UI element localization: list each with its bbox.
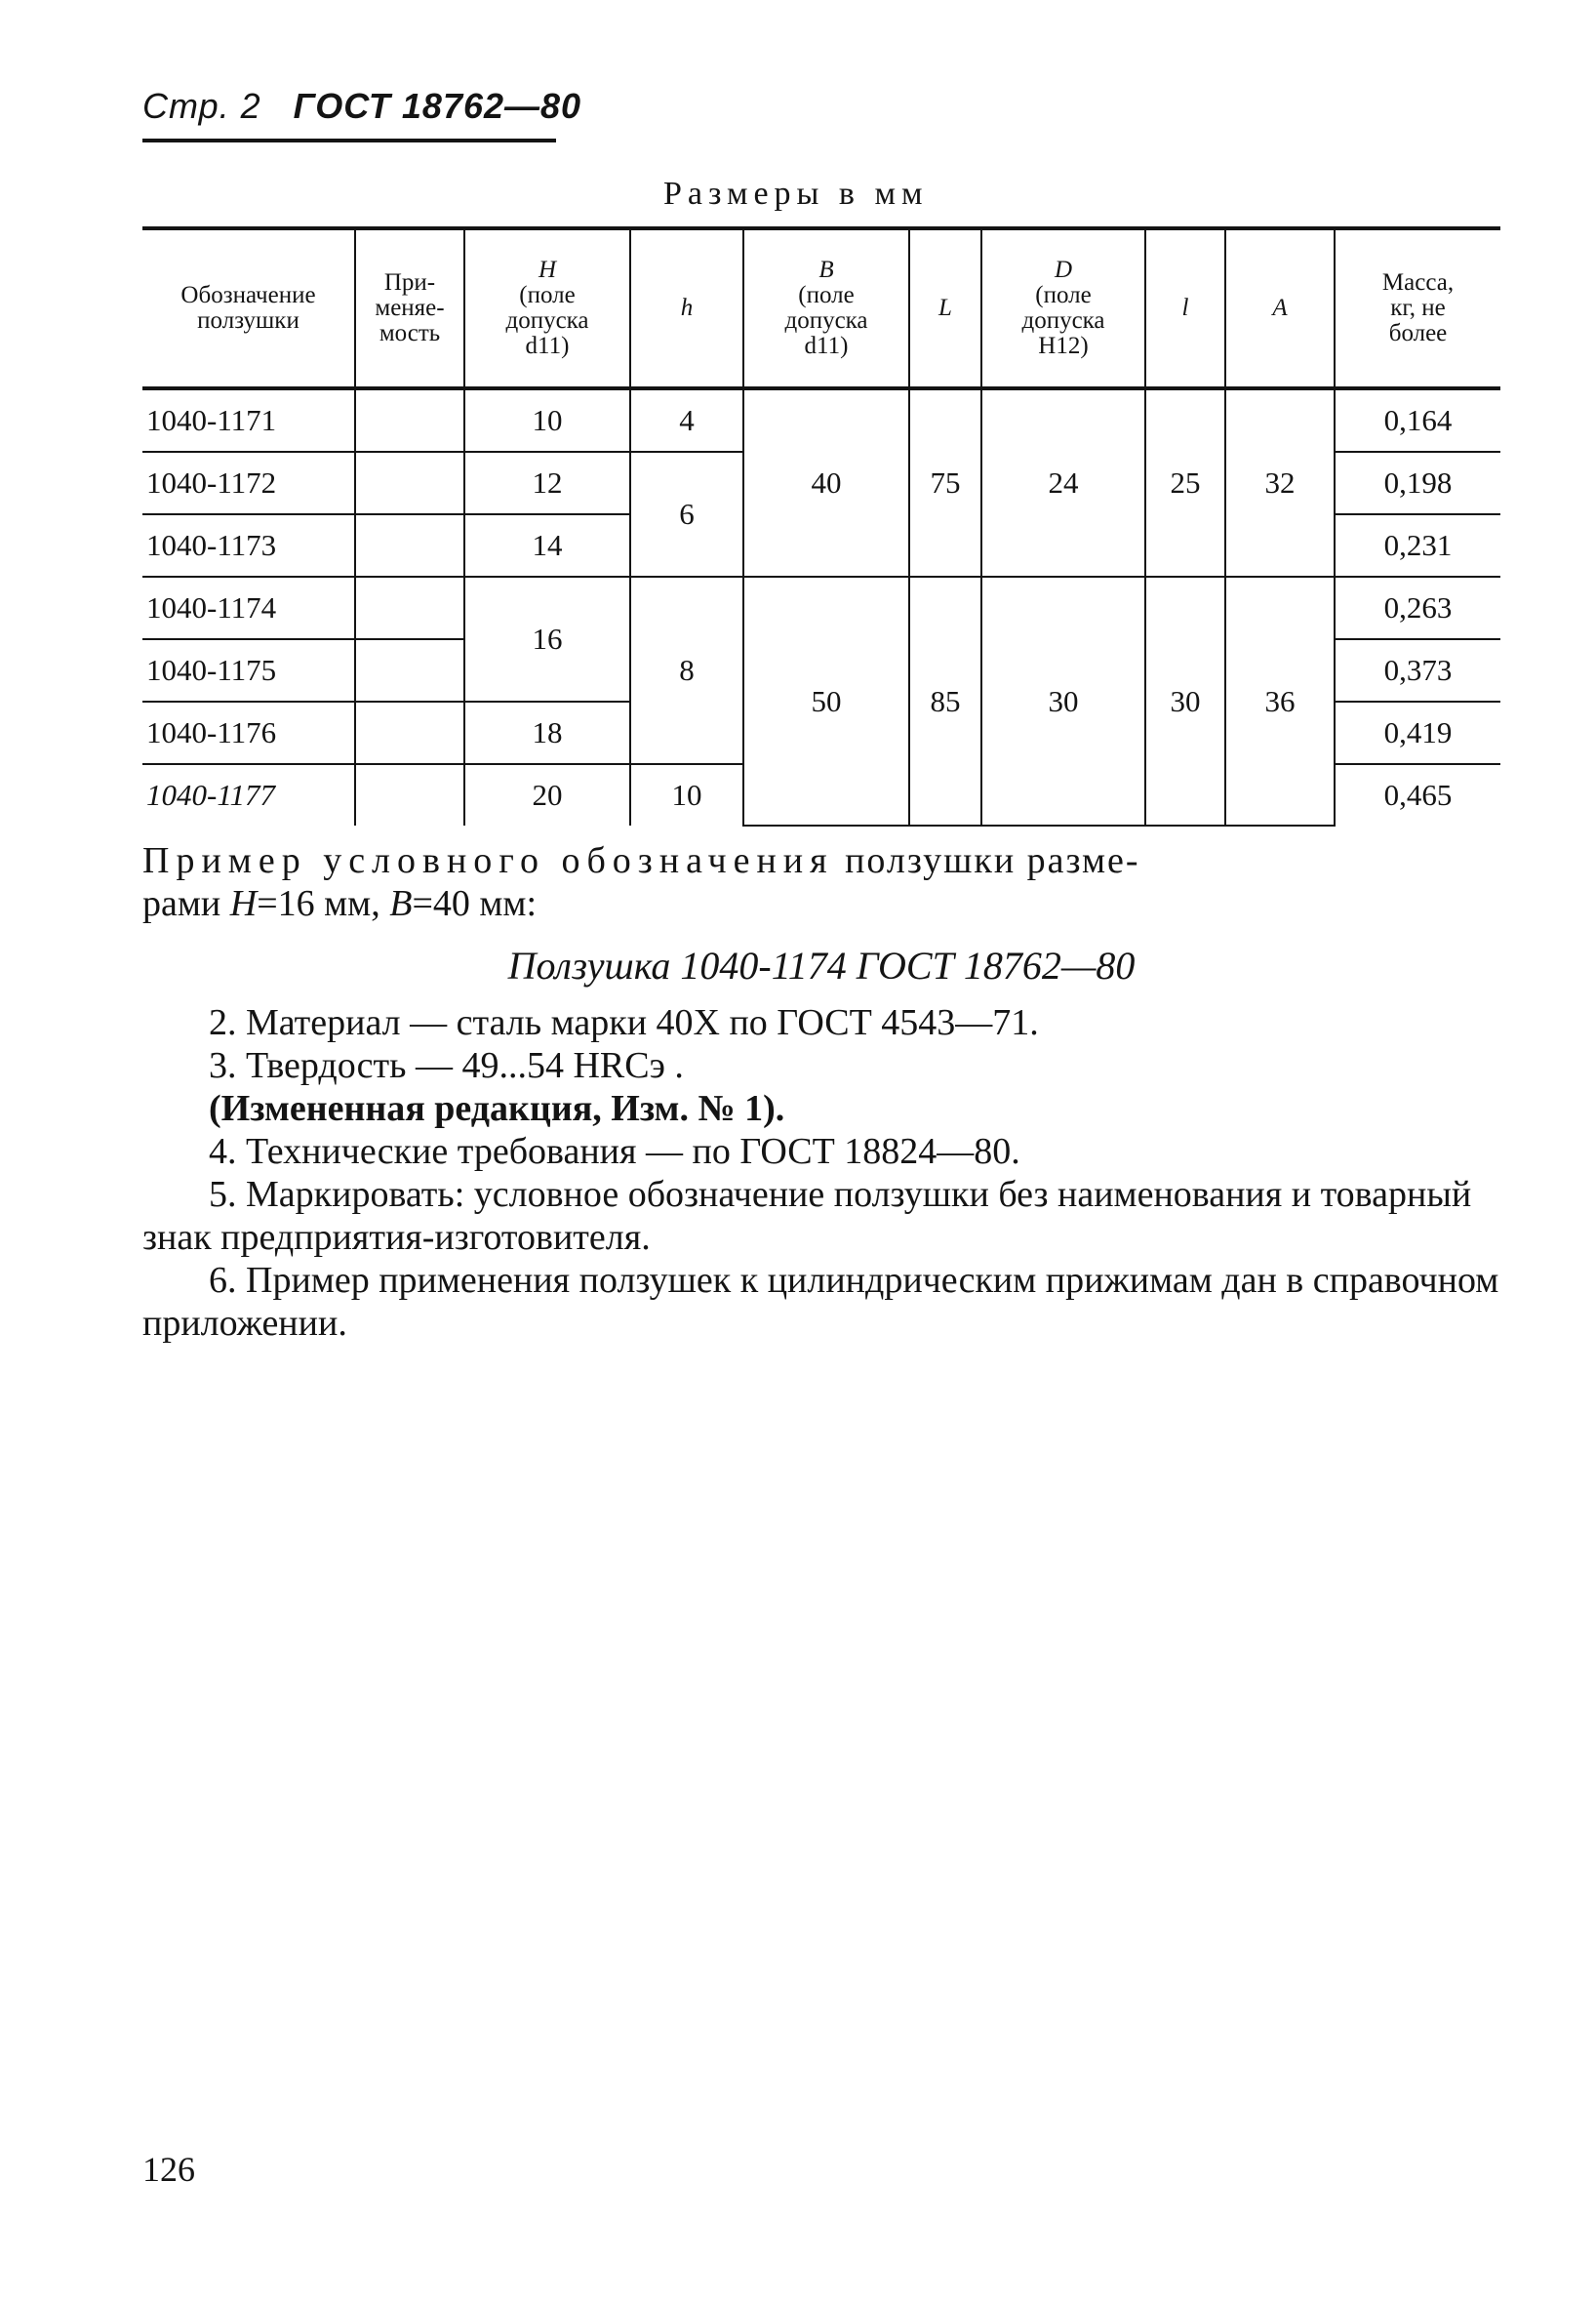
- header-line: меняе-: [375, 295, 445, 321]
- header-symbol: H: [538, 257, 557, 283]
- header-line: кг, не: [1390, 295, 1446, 321]
- header-symbol: D: [1054, 257, 1073, 283]
- column-header-mass: [1335, 228, 1500, 388]
- column-header-h: [630, 228, 743, 388]
- cell-h: 10: [630, 764, 743, 826]
- eq-B: =40 мм:: [412, 883, 538, 924]
- cell-applicability: [355, 514, 464, 577]
- cell-l: 30: [1145, 577, 1225, 826]
- header-rule: [142, 139, 556, 142]
- cell-l: 25: [1145, 388, 1225, 577]
- header-line: (поле: [798, 282, 855, 308]
- cell-h: 6: [630, 452, 743, 577]
- cell-mass: 0,465: [1335, 764, 1500, 826]
- header-line: d11): [804, 333, 849, 359]
- header-line: допуска: [1021, 307, 1105, 334]
- cell-mass: 0,373: [1335, 639, 1500, 702]
- paragraph-amendment-note: (Измененная редакция, Изм. № 1).: [209, 1088, 785, 1129]
- cell-mass: 0,164: [1335, 388, 1500, 452]
- cell-B: 40: [743, 388, 909, 577]
- header-line: d11): [525, 333, 570, 359]
- header-line: Обозначение: [180, 282, 316, 308]
- cell-D: 30: [981, 577, 1145, 826]
- cell-H: 20: [464, 764, 630, 826]
- cell-applicability: [355, 577, 464, 639]
- cell-applicability: [355, 702, 464, 764]
- header-line: (поле: [519, 282, 576, 308]
- dimensions-table-container: [142, 226, 1500, 827]
- example-intro: [142, 839, 1500, 882]
- var-H: H: [229, 883, 258, 924]
- example-designation: Ползушка 1040-1174 ГОСТ 18762—80: [507, 944, 1136, 988]
- header-line: ползушки: [197, 307, 299, 334]
- cell-h: 8: [630, 577, 743, 764]
- cell-mass: 0,263: [1335, 577, 1500, 639]
- cell-mass: 0,198: [1335, 452, 1500, 514]
- cell-A: 36: [1225, 577, 1335, 826]
- cell-applicability: [355, 764, 464, 826]
- header-symbol: L: [938, 295, 952, 321]
- cell-H: 10: [464, 388, 630, 452]
- page-number: 126: [142, 2150, 195, 2189]
- cell-designation: 1040-1171: [142, 388, 355, 452]
- example-intro-b: ползушки разме-: [845, 840, 1140, 881]
- table-row: [142, 388, 1500, 452]
- cell-H: 18: [464, 702, 630, 764]
- column-header-applicability: [355, 228, 464, 388]
- cell-mass: 0,419: [1335, 702, 1500, 764]
- paragraph-material: 2. Материал — сталь марки 40Х по ГОСТ 4543—71.: [209, 1002, 1039, 1043]
- header-symbol: A: [1272, 295, 1288, 321]
- paragraph-hardness: 3. Твердость — 49...54 HRCэ .: [209, 1045, 684, 1086]
- cell-H: 16: [464, 577, 630, 702]
- header-line: мость: [379, 320, 441, 346]
- table-header-row: [142, 228, 1500, 388]
- cell-applicability: [355, 388, 464, 452]
- running-head: [142, 86, 581, 127]
- dimensions-table: [142, 226, 1500, 827]
- paragraph-marking: 5. Маркировать: условное обозначение ползушки без наименования и товарный знак предприятия-изготовителя.: [142, 1174, 1472, 1258]
- header-symbol: h: [680, 295, 694, 321]
- cell-designation: 1040-1176: [142, 702, 355, 764]
- standard-number: ГОСТ 18762—80: [293, 86, 582, 126]
- cell-h: 4: [630, 388, 743, 452]
- cell-applicability: [355, 452, 464, 514]
- header-line: более: [1388, 320, 1448, 346]
- cell-D: 24: [981, 388, 1145, 577]
- header-line: допуска: [505, 307, 589, 334]
- page-prefix: Стр. 2: [142, 86, 261, 126]
- column-header-l: [1145, 228, 1225, 388]
- cell-designation: 1040-1175: [142, 639, 355, 702]
- cell-designation: 1040-1172: [142, 452, 355, 514]
- cell-applicability: [355, 639, 464, 702]
- header-symbol: l: [1181, 295, 1189, 321]
- body-text: [142, 839, 1500, 1345]
- header-symbol: B: [818, 257, 834, 283]
- example-intro-c: рами: [142, 883, 221, 924]
- column-header-H: [464, 228, 630, 388]
- var-B: B: [389, 883, 413, 924]
- paragraph-technical-requirements: 4. Технические требования — по ГОСТ 18824—80.: [209, 1131, 1020, 1172]
- cell-designation: 1040-1177: [146, 778, 276, 812]
- header-line: Масса,: [1381, 269, 1455, 296]
- example-intro-a: Пример условного обозначения: [142, 840, 834, 881]
- cell-mass: 0,231: [1335, 514, 1500, 577]
- header-line: При-: [383, 269, 436, 296]
- table-row: [142, 577, 1500, 639]
- paragraph-application-example: 6. Пример применения ползушек к цилиндрическим прижимам дан в справочном приложении.: [142, 1260, 1499, 1344]
- table-caption: Размеры в мм: [663, 176, 929, 212]
- cell-A: 32: [1225, 388, 1335, 577]
- cell-B: 50: [743, 577, 909, 826]
- cell-L: 85: [909, 577, 981, 826]
- column-header-B: [743, 228, 909, 388]
- cell-designation: 1040-1173: [142, 514, 355, 577]
- cell-H: 12: [464, 452, 630, 514]
- header-line: H12): [1038, 333, 1089, 359]
- column-header-D: [981, 228, 1145, 388]
- header-line: (поле: [1035, 282, 1092, 308]
- eq-H: =16 мм,: [257, 883, 380, 924]
- header-line: допуска: [784, 307, 868, 334]
- cell-L: 75: [909, 388, 981, 577]
- column-header-designation: [142, 228, 355, 388]
- cell-H: 14: [464, 514, 630, 577]
- example-intro-line2: [142, 882, 1500, 925]
- column-header-L: [909, 228, 981, 388]
- column-header-A: [1225, 228, 1335, 388]
- cell-designation: 1040-1174: [142, 577, 355, 639]
